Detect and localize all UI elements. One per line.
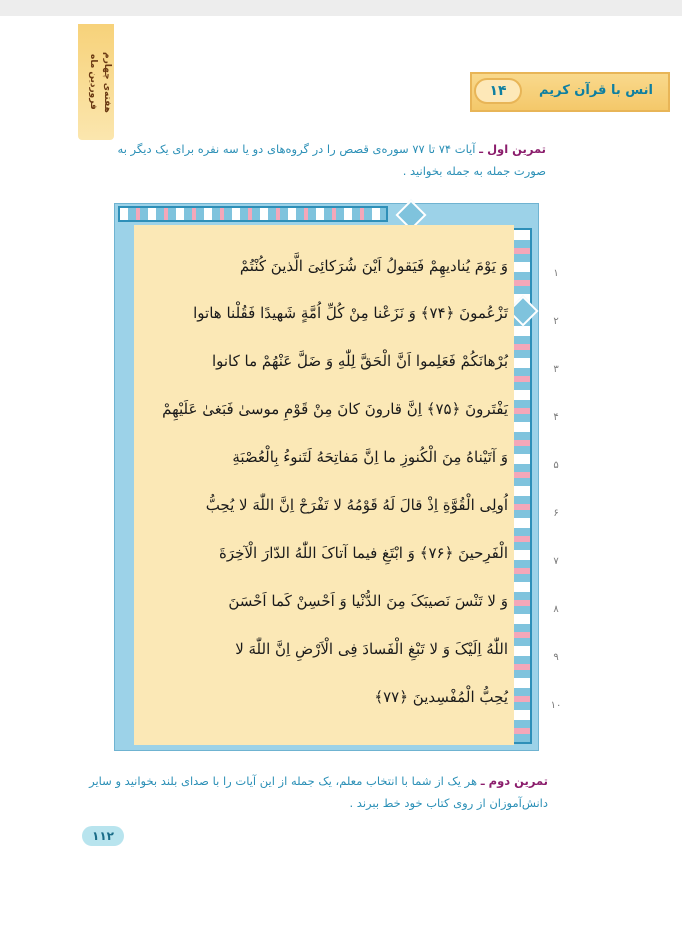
lesson-number: ۱۴	[474, 78, 522, 104]
line-number: ۲	[553, 316, 559, 327]
verse-line: تَزْعُمونَ ﴿۷۴﴾ وَ نَزَعْنا مِنْ کُلِّ اُمَّةٍ شَهیدًا فَقُلْنا هاتوا	[193, 304, 508, 322]
verse-line: اللّٰهُ اِلَیْکَ وَ لا تَبْغِ الْفَسادَ فِی الْاَرْضِ اِنَّ اللّٰهَ لا	[235, 640, 508, 658]
lesson-title: انس با قرآن کریم	[539, 83, 653, 98]
page-number: ۱۱۲	[82, 826, 124, 846]
line-number: ۱	[553, 268, 559, 279]
verse-line: الْفَرِحینَ ﴿۷۶﴾ وَ ابْتَغِ فیما آتاکَ اللّٰهُ الدّارَ الْآخِرَةَ	[219, 544, 508, 562]
line-number: ۳	[553, 364, 559, 375]
verse-line: وَ لا تَنْسَ نَصیبَکَ مِنَ الدُّنْیا وَ اَحْسِنْ کَما اَحْسَنَ	[228, 592, 508, 610]
verse-line: یَفْتَرونَ ﴿۷۵﴾ اِنَّ قارونَ کانَ مِنْ قَوْمِ موسیٰ فَبَغیٰ عَلَیْهِمْ	[162, 400, 508, 418]
exercise-1-label: تمرین اول ـ	[479, 142, 546, 156]
line-number: ۶	[553, 508, 559, 519]
line-number: ۱۰	[550, 700, 562, 711]
verse-line: وَ آتَیْناهُ مِنَ الْکُنوزِ ما اِنَّ مَفاتِحَهُ لَتَنوءُ بِالْعُصْبَةِ	[232, 448, 508, 466]
top-bar	[0, 0, 682, 16]
verse-line: بُرْهانَکُمْ فَعَلِموا اَنَّ الْحَقَّ لِلّٰهِ وَ ضَلَّ عَنْهُمْ ما کانوا	[211, 352, 508, 370]
exercise-1-text: آیات ۷۴ تا ۷۷ سوره‌ی قصص را در گروه‌های دو یا سه نفره برای یک دیگر به صورت جمله به جمله بخوانید .	[117, 142, 546, 178]
verse-line: اُولِی الْقُوَّةِ اِذْ قالَ لَهُ قَوْمُهُ لا تَفْرَحْ اِنَّ اللّٰهَ لا یُحِبُّ	[205, 496, 508, 514]
exercise-2-label: تمرین دوم ـ	[480, 774, 548, 788]
exercise-2	[70, 770, 548, 814]
side-tab-line: فروردین ماه	[88, 54, 98, 110]
line-number: ۹	[553, 652, 559, 663]
ornament-top	[118, 206, 388, 222]
line-number: ۴	[553, 412, 559, 423]
side-tab-line: هفته‌ی چهارم	[102, 51, 112, 113]
line-number: ۷	[553, 556, 559, 567]
side-tab-text	[78, 30, 114, 134]
exercise-2-text: هر یک از شما با انتخاب معلم، یک جمله از این آیات را با صدای بلند بخوانید و سایر دانش‌آموزان از روی کتاب خود خط ببرند .	[89, 774, 548, 810]
line-number: ۵	[553, 460, 559, 471]
verse-line: وَ یَوْمَ یُنادیهِمْ فَیَقولُ اَیْنَ شُرَکائِیَ الَّذینَ کُنْتُمْ	[239, 257, 508, 275]
line-number: ۸	[553, 604, 559, 615]
verse-line: یُحِبُّ الْمُفْسِدینَ ﴿۷۷﴾	[374, 688, 508, 706]
exercise-1	[84, 138, 546, 182]
